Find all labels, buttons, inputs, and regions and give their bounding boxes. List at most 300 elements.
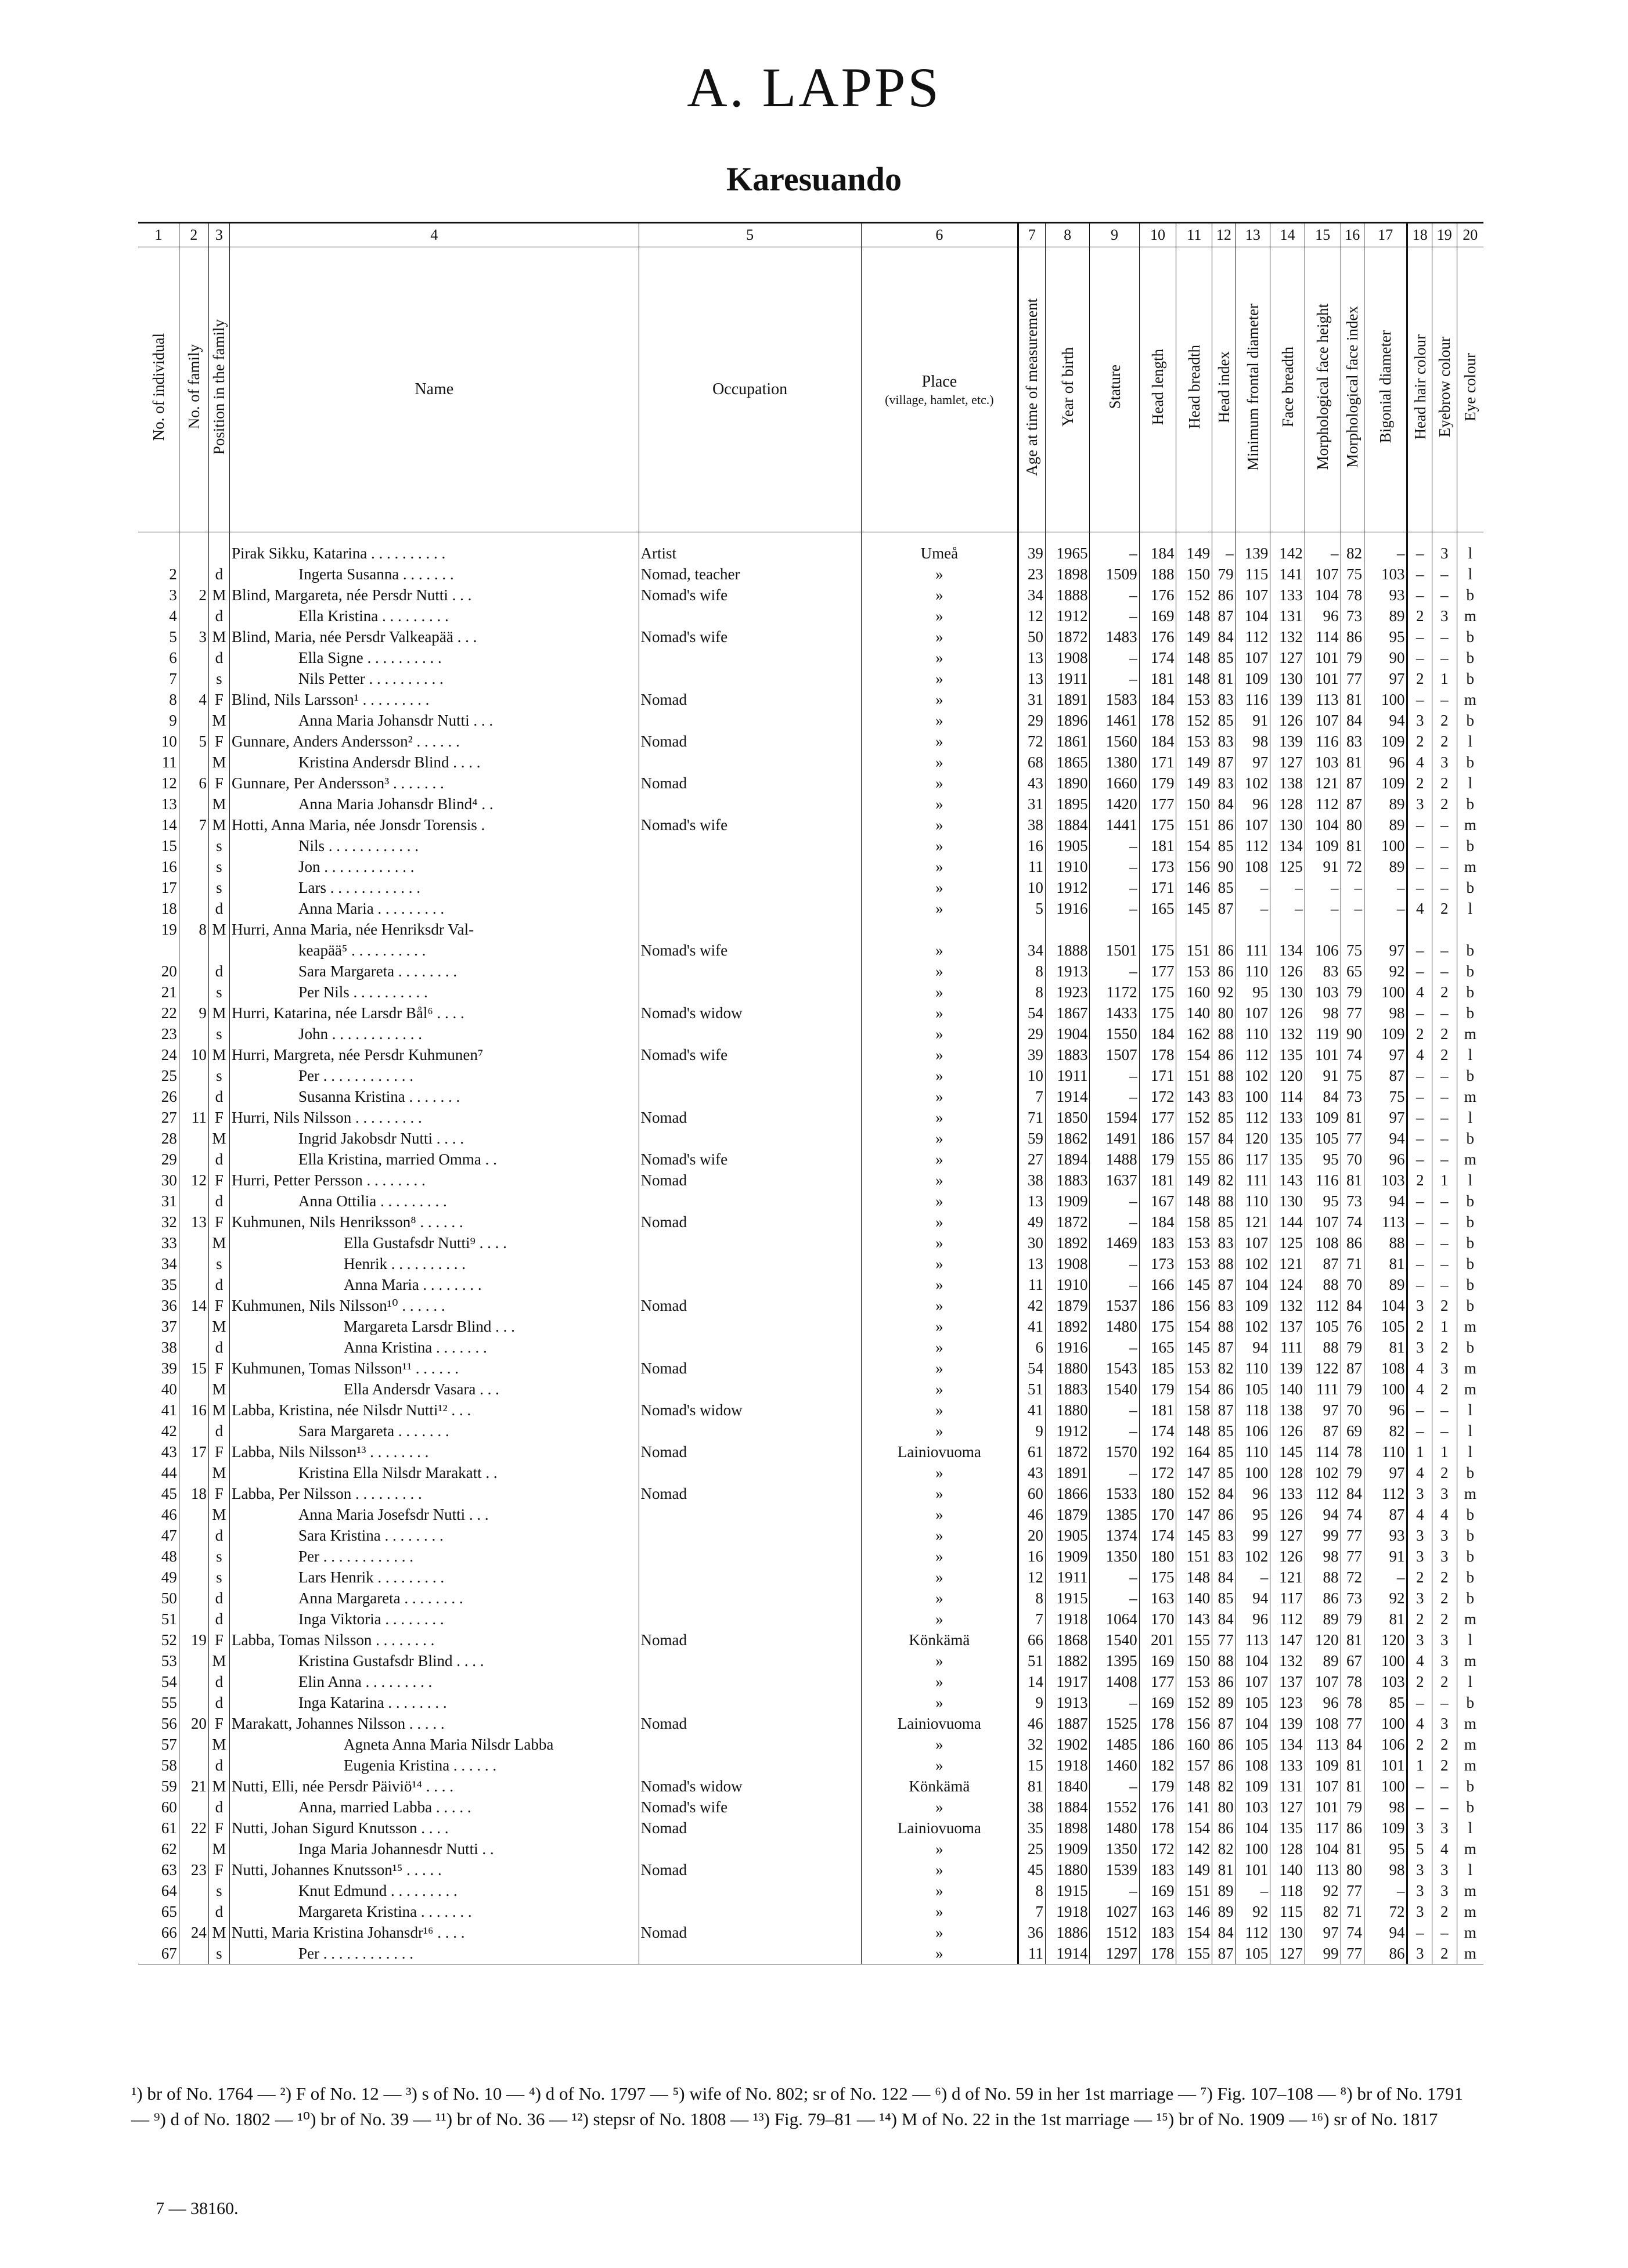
- cell-head-breadth: 158: [1176, 1400, 1212, 1420]
- cell-age: 29: [1018, 710, 1046, 731]
- cell-head-length: 173: [1139, 856, 1176, 877]
- cell-head-index: 88: [1212, 1023, 1236, 1044]
- cell-person-name: Henrik . . . . . . . . . .: [229, 1253, 639, 1274]
- cell-place: »: [861, 1003, 1018, 1023]
- cell-place: Lainiovuoma: [861, 1713, 1018, 1734]
- table-row: [138, 1462, 1483, 1483]
- cell-min-frontal-diameter: 94: [1236, 1337, 1270, 1358]
- cell-head-index: 83: [1212, 1295, 1236, 1316]
- cell-head-index: 86: [1212, 1379, 1236, 1400]
- cell-head-length: 201: [1139, 1629, 1176, 1650]
- cell-person-name: Kuhmunen, Nils Henriksson⁸ . . . . . .: [229, 1211, 639, 1232]
- cell-person-name: Inga Maria Johannesdr Nutti . .: [229, 1838, 639, 1859]
- cell-head-length: 183: [1139, 1859, 1176, 1880]
- cell-place: »: [861, 1253, 1018, 1274]
- cell-eye-colour: m: [1457, 1086, 1483, 1107]
- table-row: [138, 1253, 1483, 1274]
- cell-head-breadth: 152: [1176, 585, 1212, 605]
- cell-occupation: Nomad's wife: [639, 940, 861, 961]
- cell-year-of-birth: 1915: [1045, 1588, 1090, 1609]
- cell-individual-no: 56: [161, 1715, 177, 1732]
- cell-eyebrow-colour: 3: [1432, 1880, 1457, 1901]
- cell-age: 41: [1018, 1316, 1046, 1337]
- cell-occupation: [639, 647, 861, 668]
- table-row: [138, 1629, 1483, 1650]
- table-row: [138, 1044, 1483, 1065]
- cell-head-index: 85: [1212, 1107, 1236, 1128]
- cell-head-breadth: 153: [1176, 1671, 1212, 1692]
- footnotes: ¹) br of No. 1764 — ²) F of No. 12 — ³) s of No. 10 — ⁴) d of No. 1797 — ⁵) wife of No. 802; sr of No. 122 — ⁶) d of No. 59 in her 1st marriage — ⁷) Fig. 107–108 — ⁸) br of No. 1791 — ⁹) d of No. 1802 — ¹⁰) br of No. 39 — ¹¹) br of No. 36 — ¹²) stepsr of No. 1808 — ¹³) Fig. 79–81 — ¹⁴) M of No. 22 in the 1st marriage — ¹⁵) br of No. 1909 — ¹⁶) sr of No. 1817: [131, 2083, 1463, 2129]
- cell-head-length: 174: [1139, 647, 1176, 668]
- cell-eye-colour: l: [1457, 1044, 1483, 1065]
- cell-hair-colour: 4: [1407, 982, 1432, 1003]
- cell-head-length: 172: [1139, 1462, 1176, 1483]
- cell-eye-colour: l: [1457, 1818, 1483, 1838]
- cell-occupation: [639, 1065, 861, 1086]
- cell-bigonial-diameter: 120: [1364, 1629, 1407, 1650]
- cell-family-position: [208, 532, 229, 564]
- cell-bigonial-diameter: 81: [1364, 1337, 1407, 1358]
- cell-head-index: 85: [1212, 1441, 1236, 1462]
- cell-bigonial-diameter: 103: [1364, 1170, 1407, 1191]
- cell-individual-no: 48: [161, 1548, 177, 1565]
- cell-individual-no: [138, 532, 179, 564]
- cell-occupation: [639, 1253, 861, 1274]
- cell-head-length: 163: [1139, 1901, 1176, 1922]
- cell-face-breadth: 137: [1270, 1316, 1305, 1337]
- cell-bigonial-diameter: 94: [1364, 710, 1407, 731]
- cell-head-breadth: 151: [1176, 814, 1212, 835]
- cell-person-name: Anna Maria Johansdr Nutti . . .: [229, 710, 639, 731]
- cell-face-height: 88: [1305, 1274, 1341, 1295]
- cell-min-frontal-diameter: 112: [1236, 835, 1270, 856]
- cell-head-index: 79: [1212, 564, 1236, 585]
- cell-hair-colour: 2: [1407, 1170, 1432, 1191]
- cell-eye-colour: m: [1457, 1922, 1483, 1943]
- cell-stature: 1433: [1090, 1003, 1139, 1023]
- cell-head-breadth: 149: [1176, 1170, 1212, 1191]
- cell-year-of-birth: 1912: [1045, 877, 1090, 898]
- table-row: [138, 731, 1483, 752]
- cell-face-index: 87: [1341, 794, 1364, 814]
- cell-eyebrow-colour: 1: [1432, 1170, 1457, 1191]
- cell-place: Könkämä: [861, 1776, 1018, 1797]
- cell-face-height: 88: [1305, 1337, 1341, 1358]
- cell-bigonial-diameter: 89: [1364, 1274, 1407, 1295]
- cell-face-index: 86: [1341, 626, 1364, 647]
- cell-eyebrow-colour: –: [1432, 1149, 1457, 1170]
- cell-face-index: 77: [1341, 1880, 1364, 1901]
- cell-year-of-birth: 1861: [1045, 731, 1090, 752]
- cell-family-no: [179, 752, 208, 773]
- colnum: 1: [138, 223, 179, 247]
- cell-individual-no: 10: [161, 733, 177, 750]
- cell-hair-colour: 2: [1407, 1671, 1432, 1692]
- cell-head-index: 86: [1212, 1504, 1236, 1525]
- cell-family-position: d: [208, 1525, 229, 1546]
- cell-place: »: [861, 814, 1018, 835]
- cell-eye-colour: m: [1457, 1901, 1483, 1922]
- table-row: [138, 877, 1483, 898]
- cell-head-index: 84: [1212, 1128, 1236, 1149]
- cell-eye-colour: l: [1457, 1107, 1483, 1128]
- cell-face-breadth: 141: [1270, 564, 1305, 585]
- cell-age: 49: [1018, 1211, 1046, 1232]
- cell-age: 71: [1018, 1107, 1046, 1128]
- cell-family-no: [179, 1504, 208, 1525]
- cell-face-breadth: 127: [1270, 1525, 1305, 1546]
- cell-family-no: 5: [179, 731, 208, 752]
- cell-head-breadth: 156: [1176, 1295, 1212, 1316]
- cell-head-index: 81: [1212, 1859, 1236, 1880]
- cell-place: »: [861, 898, 1018, 919]
- table-row: [138, 1859, 1483, 1880]
- cell-face-breadth: 139: [1270, 689, 1305, 710]
- cell-year-of-birth: [1045, 919, 1090, 940]
- cell-head-index: 82: [1212, 1358, 1236, 1379]
- cell-individual-no: 13: [161, 795, 177, 813]
- cell-place: »: [861, 856, 1018, 877]
- cell-bigonial-diameter: 89: [1364, 794, 1407, 814]
- cell-head-index: 87: [1212, 898, 1236, 919]
- cell-person-name: keapää⁵ . . . . . . . . . .: [229, 940, 639, 961]
- header-hair-colour: Head hair colour: [1407, 247, 1432, 532]
- cell-min-frontal-diameter: 102: [1236, 1253, 1270, 1274]
- cell-place: »: [861, 982, 1018, 1003]
- cell-family-position: M: [208, 1650, 229, 1671]
- cell-individual-no: 59: [161, 1777, 177, 1795]
- cell-head-breadth: 149: [1176, 752, 1212, 773]
- cell-eye-colour: l: [1457, 532, 1483, 564]
- cell-family-no: 18: [179, 1483, 208, 1504]
- colnum: 13: [1236, 223, 1270, 247]
- cell-min-frontal-diameter: –: [1236, 898, 1270, 919]
- cell-face-height: 101: [1305, 1797, 1341, 1818]
- cell-person-name: Margareta Kristina . . . . . . .: [229, 1901, 639, 1922]
- cell-head-breadth: 150: [1176, 564, 1212, 585]
- table-row: [138, 1107, 1483, 1128]
- cell-min-frontal-diameter: 94: [1236, 1588, 1270, 1609]
- cell-head-index: 85: [1212, 647, 1236, 668]
- cell-min-frontal-diameter: 102: [1236, 1546, 1270, 1567]
- cell-stature: 1480: [1090, 1316, 1139, 1337]
- cell-stature: –: [1090, 835, 1139, 856]
- cell-min-frontal-diameter: 120: [1236, 1128, 1270, 1149]
- cell-individual-no: 45: [161, 1485, 177, 1502]
- cell-hair-colour: 4: [1407, 898, 1432, 919]
- cell-head-index: 84: [1212, 1483, 1236, 1504]
- cell-year-of-birth: 1917: [1045, 1671, 1090, 1692]
- cell-stature: 1297: [1090, 1943, 1139, 1964]
- cell-age: 11: [1018, 1274, 1046, 1295]
- cell-head-breadth: 151: [1176, 1546, 1212, 1567]
- cell-face-breadth: 143: [1270, 1170, 1305, 1191]
- cell-bigonial-diameter: [1364, 919, 1407, 940]
- cell-eyebrow-colour: –: [1432, 1274, 1457, 1295]
- cell-age: 9: [1018, 1420, 1046, 1441]
- cell-family-position: F: [208, 689, 229, 710]
- cell-head-breadth: 153: [1176, 1253, 1212, 1274]
- cell-person-name: Marakatt, Johannes Nilsson . . . . .: [229, 1713, 639, 1734]
- cell-age: 46: [1018, 1504, 1046, 1525]
- cell-head-breadth: 149: [1176, 532, 1212, 564]
- cell-person-name: Blind, Margareta, née Persdr Nutti . . .: [229, 585, 639, 605]
- cell-place: »: [861, 1211, 1018, 1232]
- cell-occupation: Nomad: [639, 731, 861, 752]
- cell-individual-no: 2: [169, 565, 177, 583]
- cell-face-index: 69: [1341, 1420, 1364, 1441]
- cell-eye-colour: m: [1457, 1379, 1483, 1400]
- cell-face-index: 70: [1341, 1274, 1364, 1295]
- cell-min-frontal-diameter: 102: [1236, 1316, 1270, 1337]
- cell-hair-colour: 4: [1407, 1044, 1432, 1065]
- cell-head-index: 81: [1212, 668, 1236, 689]
- column-header-row: [138, 247, 1483, 532]
- cell-person-name: Anna, married Labba . . . . .: [229, 1797, 639, 1818]
- cell-head-breadth: 143: [1176, 1609, 1212, 1629]
- cell-face-height: 114: [1305, 626, 1341, 647]
- cell-year-of-birth: 1923: [1045, 982, 1090, 1003]
- cell-family-no: [179, 1337, 208, 1358]
- cell-face-index: 81: [1341, 689, 1364, 710]
- cell-individual-no: 25: [161, 1067, 177, 1084]
- cell-occupation: Nomad: [639, 1441, 861, 1462]
- cell-head-breadth: 140: [1176, 1003, 1212, 1023]
- colnum: 7: [1018, 223, 1046, 247]
- cell-person-name: Per . . . . . . . . . . . .: [229, 1546, 639, 1567]
- cell-family-position: s: [208, 1065, 229, 1086]
- cell-hair-colour: 4: [1407, 1358, 1432, 1379]
- cell-place: »: [861, 1797, 1018, 1818]
- cell-hair-colour: 2: [1407, 1734, 1432, 1755]
- cell-occupation: [639, 605, 861, 626]
- cell-occupation: [639, 1379, 861, 1400]
- cell-place: »: [861, 1316, 1018, 1337]
- cell-place: »: [861, 1295, 1018, 1316]
- cell-bigonial-diameter: 97: [1364, 1462, 1407, 1483]
- cell-eye-colour: m: [1457, 689, 1483, 710]
- table-row: [138, 1337, 1483, 1358]
- cell-eyebrow-colour: –: [1432, 1107, 1457, 1128]
- cell-year-of-birth: 1909: [1045, 1546, 1090, 1567]
- cell-face-breadth: 134: [1270, 940, 1305, 961]
- cell-eyebrow-colour: –: [1432, 1692, 1457, 1713]
- cell-occupation: [639, 1901, 861, 1922]
- cell-age: 12: [1018, 605, 1046, 626]
- cell-head-index: 87: [1212, 1400, 1236, 1420]
- cell-individual-no: 22: [161, 1004, 177, 1022]
- cell-stature: –: [1090, 877, 1139, 898]
- cell-face-breadth: 130: [1270, 814, 1305, 835]
- table-row: [138, 940, 1483, 961]
- cell-head-breadth: 153: [1176, 961, 1212, 982]
- cell-min-frontal-diameter: 112: [1236, 1044, 1270, 1065]
- table-row: [138, 532, 1483, 564]
- cell-stature: 1420: [1090, 794, 1139, 814]
- cell-face-breadth: 118: [1270, 1880, 1305, 1901]
- cell-face-breadth: 125: [1270, 1232, 1305, 1253]
- cell-head-breadth: 148: [1176, 1776, 1212, 1797]
- cell-individual-no: 16: [161, 858, 177, 875]
- cell-individual-no: 4: [169, 607, 177, 625]
- cell-face-breadth: 130: [1270, 668, 1305, 689]
- cell-face-height: 112: [1305, 1295, 1341, 1316]
- cell-place: »: [861, 1107, 1018, 1128]
- cell-occupation: [639, 919, 861, 940]
- table-row: [138, 794, 1483, 814]
- cell-person-name: Ingerta Susanna . . . . . . .: [229, 564, 639, 585]
- cell-min-frontal-diameter: 96: [1236, 1609, 1270, 1629]
- cell-head-breadth: 154: [1176, 1818, 1212, 1838]
- colnum: 18: [1407, 223, 1432, 247]
- cell-eye-colour: b: [1457, 1065, 1483, 1086]
- cell-face-breadth: 111: [1270, 1337, 1305, 1358]
- cell-hair-colour: [1407, 919, 1432, 940]
- cell-min-frontal-diameter: 106: [1236, 1420, 1270, 1441]
- cell-age: 13: [1018, 1253, 1046, 1274]
- cell-face-height: 122: [1305, 1358, 1341, 1379]
- cell-face-height: 102: [1305, 1462, 1341, 1483]
- colnum: 20: [1457, 223, 1483, 247]
- cell-place: »: [861, 647, 1018, 668]
- cell-occupation: Nomad's wife: [639, 1044, 861, 1065]
- cell-face-height: 117: [1305, 1818, 1341, 1838]
- cell-family-position: d: [208, 1337, 229, 1358]
- cell-family-no: [179, 1191, 208, 1211]
- cell-place: »: [861, 1044, 1018, 1065]
- cell-person-name: Hurri, Katarina, née Larsdr Bål⁶ . . . .: [229, 1003, 639, 1023]
- cell-head-length: 169: [1139, 1650, 1176, 1671]
- cell-eye-colour: b: [1457, 1567, 1483, 1588]
- table-row: [138, 1316, 1483, 1337]
- cell-face-breadth: 115: [1270, 1901, 1305, 1922]
- cell-head-length: 175: [1139, 1003, 1176, 1023]
- cell-age: 8: [1018, 982, 1046, 1003]
- cell-year-of-birth: 1908: [1045, 1253, 1090, 1274]
- cell-face-height: 112: [1305, 1483, 1341, 1504]
- cell-individual-no: 62: [161, 1840, 177, 1858]
- cell-head-length: 163: [1139, 1588, 1176, 1609]
- cell-face-height: 97: [1305, 1400, 1341, 1420]
- cell-eye-colour: l: [1457, 1671, 1483, 1692]
- cell-bigonial-diameter: 93: [1364, 585, 1407, 605]
- cell-individual-no: 43: [161, 1443, 177, 1461]
- cell-stature: 1350: [1090, 1838, 1139, 1859]
- cell-hair-colour: 2: [1407, 605, 1432, 626]
- cell-individual-no: 19: [161, 921, 177, 938]
- cell-stature: 1491: [1090, 1128, 1139, 1149]
- cell-eyebrow-colour: 3: [1432, 1859, 1457, 1880]
- cell-family-position: d: [208, 1086, 229, 1107]
- cell-family-position: M: [208, 1400, 229, 1420]
- cell-stature: 1660: [1090, 773, 1139, 794]
- cell-stature: –: [1090, 1400, 1139, 1420]
- table-row: [138, 564, 1483, 585]
- cell-face-breadth: 130: [1270, 1922, 1305, 1943]
- cell-head-index: 84: [1212, 626, 1236, 647]
- cell-family-no: 7: [179, 814, 208, 835]
- cell-hair-colour: 4: [1407, 1379, 1432, 1400]
- cell-family-position: M: [208, 752, 229, 773]
- cell-head-length: 174: [1139, 1420, 1176, 1441]
- colnum: 9: [1090, 223, 1139, 247]
- cell-age: 23: [1018, 564, 1046, 585]
- cell-eyebrow-colour: –: [1432, 1776, 1457, 1797]
- cell-family-position: M: [208, 1776, 229, 1797]
- cell-occupation: Nomad's widow: [639, 1776, 861, 1797]
- cell-head-length: 183: [1139, 1922, 1176, 1943]
- cell-individual-no: 39: [161, 1360, 177, 1377]
- colnum: 19: [1432, 223, 1457, 247]
- cell-face-breadth: 132: [1270, 626, 1305, 647]
- cell-face-height: 105: [1305, 1128, 1341, 1149]
- cell-individual-no: 23: [161, 1025, 177, 1043]
- cell-bigonial-diameter: 98: [1364, 1003, 1407, 1023]
- cell-place: »: [861, 1734, 1018, 1755]
- cell-family-position: M: [208, 1044, 229, 1065]
- cell-min-frontal-diameter: 102: [1236, 1065, 1270, 1086]
- cell-eyebrow-colour: 3: [1432, 1546, 1457, 1567]
- cell-min-frontal-diameter: 121: [1236, 1211, 1270, 1232]
- cell-head-length: 166: [1139, 1274, 1176, 1295]
- cell-face-breadth: 133: [1270, 1755, 1305, 1776]
- cell-family-position: s: [208, 1943, 229, 1964]
- cell-year-of-birth: 1965: [1045, 532, 1090, 564]
- cell-place: »: [861, 1692, 1018, 1713]
- cell-head-index: 77: [1212, 1629, 1236, 1650]
- cell-stature: –: [1090, 1880, 1139, 1901]
- cell-person-name: Margareta Larsdr Blind . . .: [229, 1316, 639, 1337]
- cell-occupation: Nomad: [639, 1859, 861, 1880]
- cell-year-of-birth: 1883: [1045, 1170, 1090, 1191]
- cell-eyebrow-colour: 2: [1432, 1337, 1457, 1358]
- cell-face-height: 108: [1305, 1232, 1341, 1253]
- cell-eye-colour: m: [1457, 1713, 1483, 1734]
- cell-person-name: Ella Signe . . . . . . . . . .: [229, 647, 639, 668]
- cell-family-no: 2: [179, 585, 208, 605]
- cell-bigonial-diameter: 85: [1364, 1692, 1407, 1713]
- cell-face-index: 79: [1341, 982, 1364, 1003]
- table-row: [138, 898, 1483, 919]
- cell-head-index: 87: [1212, 1274, 1236, 1295]
- cell-min-frontal-diameter: 104: [1236, 605, 1270, 626]
- cell-face-index: 86: [1341, 1818, 1364, 1838]
- cell-face-breadth: 137: [1270, 1671, 1305, 1692]
- cell-place: »: [861, 1065, 1018, 1086]
- cell-age: 54: [1018, 1003, 1046, 1023]
- cell-stature: 1509: [1090, 564, 1139, 585]
- cell-place: »: [861, 1191, 1018, 1211]
- cell-family-position: d: [208, 1191, 229, 1211]
- table-row: [138, 1295, 1483, 1316]
- cell-head-breadth: 152: [1176, 1483, 1212, 1504]
- cell-family-no: [179, 1253, 208, 1274]
- cell-place: »: [861, 940, 1018, 961]
- cell-year-of-birth: 1904: [1045, 1023, 1090, 1044]
- cell-bigonial-diameter: 82: [1364, 1420, 1407, 1441]
- cell-min-frontal-diameter: 118: [1236, 1400, 1270, 1420]
- cell-occupation: Nomad: [639, 1483, 861, 1504]
- cell-face-index: 81: [1341, 835, 1364, 856]
- cell-year-of-birth: 1866: [1045, 1483, 1090, 1504]
- cell-bigonial-diameter: 95: [1364, 1838, 1407, 1859]
- cell-face-index: 74: [1341, 1922, 1364, 1943]
- cell-family-position: d: [208, 1692, 229, 1713]
- cell-family-no: [179, 532, 208, 564]
- cell-face-index: 65: [1341, 961, 1364, 982]
- cell-face-index: 77: [1341, 1943, 1364, 1964]
- cell-eyebrow-colour: –: [1432, 1003, 1457, 1023]
